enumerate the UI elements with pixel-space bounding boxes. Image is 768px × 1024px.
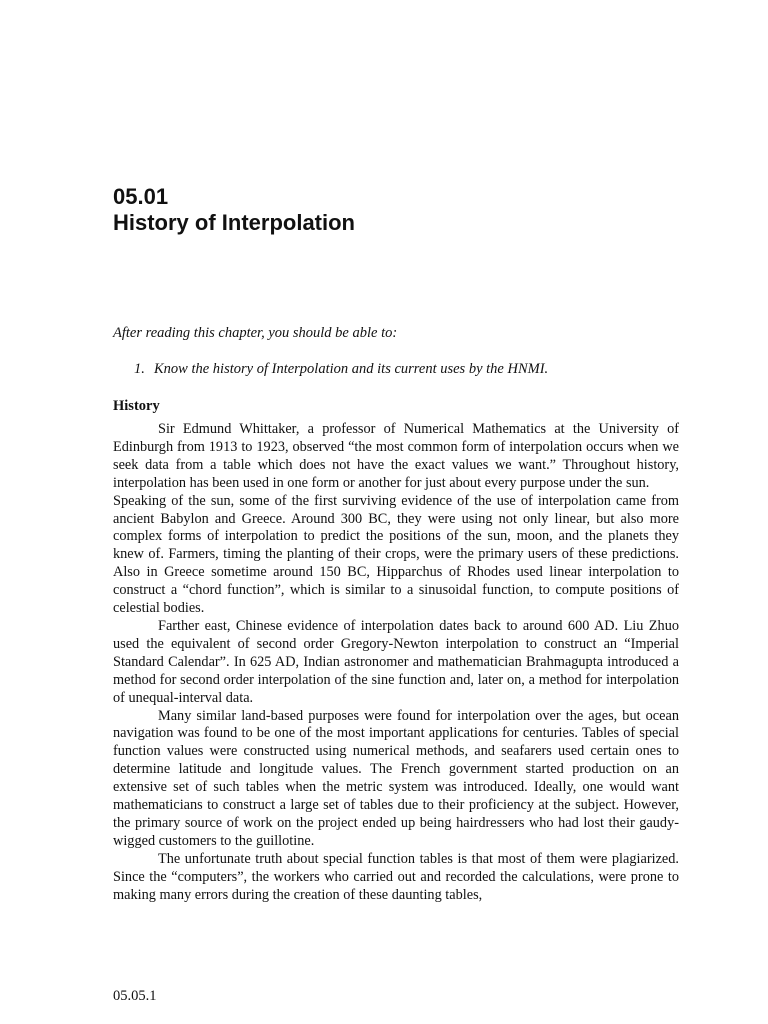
paragraph-navigation: Many similar land-based purposes were found for interpolation over the ages, but ocean navigation was found to be one of the most important applications for centuries. Tables of special function values were constructed using numerical methods, and seafarers used certain ones to determine latitude and longitude values. The French government started production on an extensive set of such tables when the metric system was introduced. Ideally, one would want mathematicians to construct a large set of tables due to their proficiency at the subject. However, the primary source of work on the project ended up being hairdressers who had lost their gaudy-wigged customers to the guillotine. xyxy=(113,707,679,849)
objective-item xyxy=(134,360,679,378)
paragraph-whittaker: Sir Edmund Whittaker, a professor of Numerical Mathematics at the University of Edinburgh from 1913 to 1923, observed “the most common form of interpolation occurs when we seek data from a table which does not have the exact values we want.” Throughout history, interpolation has been used in one form or another for just about every purpose under the sun. xyxy=(113,421,679,491)
objective-text: Know the history of Interpolation and its current uses by the HNMI. xyxy=(154,361,549,377)
paragraph-plagiarism: The unfortunate truth about special function tables is that most of them were plagiarized. Since the “computers”, the workers who carried out and recorded the calculations, were prone to making many errors during the creation of these daunting tables, xyxy=(113,850,679,903)
paragraph-china-india: Farther east, Chinese evidence of interpolation dates back to around 600 AD. Liu Zhuo used the equivalent of second order Gregory-Newton interpolation to construct an “Imperial Standard Calendar”. In 625 AD, Indian astronomer and mathematician Brahmagupta introduced a method for second order interpolation of the sine function and, later on, a method for interpolation of unequal-interval data. xyxy=(113,617,679,706)
chapter-number: 05.01 xyxy=(113,184,169,209)
paragraph-babylon-greece: Speaking of the sun, some of the first surviving evidence of the use of interpolation came from ancient Babylon and Greece. Around 300 BC, they were using not only linear, but also more complex forms of interpolation to predict the positions of the sun, moon, and the planets they knew of. Farmers, timing the planting of their crops, were the primary users of these predictions. Also in Greece sometime around 150 BC, Hipparchus of Rhodes used linear interpolation to construct a “chord function”, which is similar to a sinusoidal function, to compute positions of celestial bodies. xyxy=(113,492,679,617)
body-text xyxy=(113,421,679,904)
chapter-heading xyxy=(113,184,673,236)
chapter-title: History of Interpolation xyxy=(113,210,355,235)
objectives-intro: After reading this chapter, you should be able to: xyxy=(113,325,398,341)
objectives-list xyxy=(134,360,679,378)
section-heading: History xyxy=(113,398,160,414)
page-number: 05.05.1 xyxy=(113,988,157,1004)
objective-number: 1. xyxy=(134,361,145,377)
